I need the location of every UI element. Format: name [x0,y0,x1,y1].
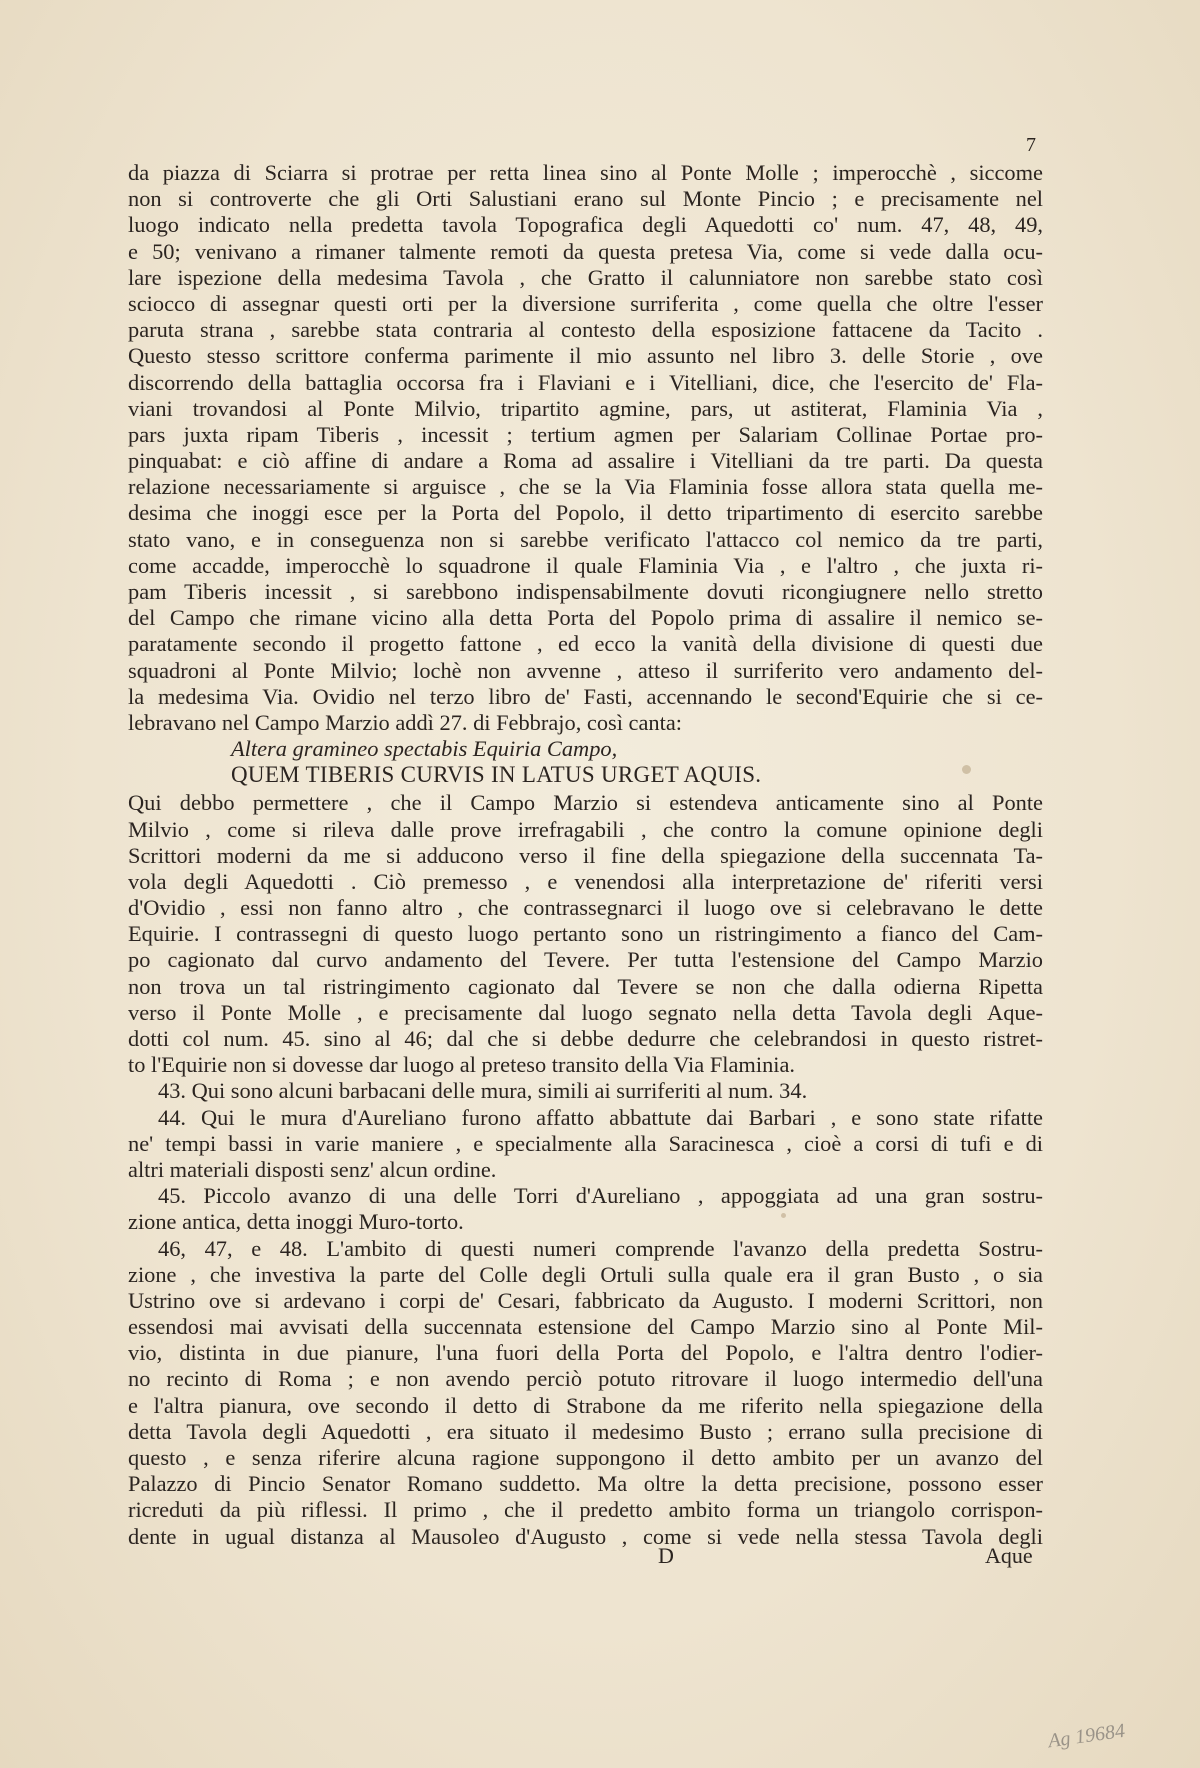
text-line: vola degli Aquedotti . Ciò premesso , e venendosi alla interpretazione de' riferiti versi [128,868,1043,894]
text-line: pam Tiberis incessit , si sarebbono indispensabilmente dovuti ricongiugnere nello stretto [128,579,1043,604]
text-line: del Campo che rimane vicino alla detta Porta del Popolo prima di assalire il nemico se- [128,605,1043,631]
entry-46-line: ricreduti da più riflessi. Il primo , che il predetto ambito forma un triangolo corrispon- [128,1497,1043,1523]
text-line: squadroni al Ponte Milvio; lochè non avvenne , atteso il surriferito vero andamento del- [128,657,1043,683]
text-line: la medesima Via. Ovidio nel terzo libro de' Fasti, accennando le second'Equirie che si ce- [128,683,1043,709]
entry-46-line: zione , che investiva la parte del Colle degli Ortuli sulla quale era il gran Busto , o sia [128,1261,1043,1287]
text-line: verso il Ponte Molle , e precisamente dal luogo segnato nella detta Tavola degli Aque- [128,999,1043,1025]
entry-46-line: Palazzo di Pincio Senator Romano suddetto. Ma oltre la detta precisione, possono esser [128,1471,1043,1497]
catchword: Aque [985,1543,1033,1568]
text-line: Equirie. I contrassegni di questo luogo pertanto sono un ristringimento a fianco del Cam- [128,921,1043,947]
entry-44: 44. Qui le mura d'Aureliano furono affatto abbattute dai Barbari , e sono state rifatte [158,1104,1043,1130]
text-line: paratamente secondo il progetto fattone , ed ecco la vanità della divisione di questi due [128,631,1043,657]
text-line: viani trovandosi al Ponte Milvio, tripartito agmine, pars, ut astiterat, Flaminia Via , [128,395,1043,421]
text-line: non si controverte che gli Orti Salustiani erano sul Monte Pincio ; e precisamente nel [128,186,1043,212]
entry-45-line: zione antica, detta inoggi Muro-torto. [128,1209,464,1235]
body-text [128,160,1043,1550]
entry-46-line: vio, distinta in due pianure, l'una fuori della Porta del Popolo, e l'altra dentro l'odier- [128,1340,1043,1366]
entry-46-line: e l'altra pianura, ove secondo il detto di Strabone da me riferito nella spiegazione della [128,1392,1043,1418]
text-line: desima che inoggi esce per la Porta del Popolo, il detto tripartimento di esercito sarebbe [128,500,1043,526]
text-line: Qui debbo permettere , che il Campo Marzio si estendeva anticamente sino al Ponte [128,790,1043,816]
entry-46-line: dente in ugual distanza al Mausoleo d'Augusto , come si vede nella stessa Tavola degli [128,1523,1043,1549]
text-line: paruta strana , sarebbe stata contraria al contesto della esposizione fattacene da Tacito . [128,317,1043,343]
text-line: to l'Equirie non si dovesse dar luogo al preteso transito della Via Flaminia. [128,1052,796,1078]
text-line: come accadde, imperocchè lo squadrone il quale Flaminia Via , e l'altro , che juxta ri- [128,552,1043,578]
text-line: sciocco di assegnar questi orti per la diversione surriferita , come quella che oltre l'esser [128,290,1043,316]
text-line: luogo indicato nella predetta tavola Topografica degli Aquedotti co' num. 47, 48, 49, [128,212,1043,238]
entry-43: 43. Qui sono alcuni barbacani delle mura, simili ai surriferiti al num. 34. [158,1078,808,1104]
entry-46: 46, 47, e 48. L'ambito di questi numeri comprende l'avanzo della predetta Sostru- [158,1235,1043,1261]
text-line: da piazza di Sciarra si protrae per retta linea sino al Ponte Molle ; imperocchè , siccome [128,160,1043,185]
text-line: e 50; venivano a rimaner talmente remoti da questa pretesa Via, come si vede dalla ocu- [128,238,1043,264]
entry-46-line: detta Tavola degli Aquedotti , era situato il medesimo Busto ; errano sulla precisione di [128,1418,1043,1444]
text-line: dotti col num. 45. sino al 46; dal che si debbe dedurre che celebrandosi in questo ristret- [128,1026,1043,1051]
verse-line: Altera gramineo spectabis Equiria Campo, [231,736,618,762]
text-line: lebravano nel Campo Marzio addì 27. di Febbrajo, così canta: [128,709,683,735]
entry-45: 45. Piccolo avanzo di una delle Torri d'Aureliano , appoggiata ad una gran sostru- [158,1183,1043,1209]
entry-44-line: altri materiali disposti senz' alcun ordine. [128,1156,497,1182]
text-line: pars juxta ripam Tiberis , incessit ; tertium agmen per Salariam Collinae Portae pro- [128,421,1043,447]
signature-mark: D [658,1543,674,1568]
text-line: po cagionato dal curvo andamento del Tevere. Per tutta l'estensione del Campo Marzio [128,947,1043,973]
verse-line-capitals: QUEM TIBERIS CURVIS IN LATUS URGET AQUIS. [231,762,762,788]
entry-46-line: questo , e senza riferire alcuna ragione suppongono il detto ambito per un avanzo del [128,1445,1043,1470]
archive-pencil-mark: Ag 19684 [1046,1719,1127,1753]
text-line: non trova un tal ristringimento cagionato dal Tevere se non che dalla odierna Ripetta [128,973,1043,999]
text-line: Scrittori moderni da me si adducono verso il fine della spiegazione della succennata Ta- [128,842,1043,868]
ink-spot [781,1213,786,1218]
ink-spot [962,765,971,774]
text-line: discorrendo della battaglia occorsa fra i Flaviani e i Vitelliani, dice, che l'esercito de' Fla- [128,369,1043,395]
entry-46-line: no recinto di Roma ; e non avendo perciò potuto ritrovare il luogo intermedio dell'una [128,1366,1043,1392]
text-line: Milvio , come si rileva dalle prove irrefragabili , che contro la comune opinione degli [128,816,1043,842]
text-line: d'Ovidio , essi non fanno altro , che contrassegnarci il luogo ove si celebravano le dette [128,895,1043,921]
entry-44-line: ne' tempi bassi in varie maniere , e specialmente alla Saracinesca , cioè a corsi di tufi e di [128,1130,1043,1156]
text-line: Questo stesso scrittore conferma parimente il mio assunto nel libro 3. delle Storie , ove [128,343,1043,369]
text-line: pinquabat: e ciò affine di andare a Roma ad assalire i Vitelliani da tre parti. Da questa [128,448,1043,474]
page-number: 7 [1026,134,1036,156]
text-line: relazione necessariamente si arguisce , che se la Via Flaminia fosse allora stata quella me- [128,474,1043,500]
entry-46-line: essendosi mai avvisati della succennata estensione del Campo Marzio sino al Ponte Mil- [128,1314,1043,1340]
text-line: stato vano, e in conseguenza non si sarebbe verificato l'attacco col nemico da tre parti, [128,526,1043,552]
text-line: lare ispezione della medesima Tavola , che Gratto il calunniatore non sarebbe stato così [128,264,1043,290]
entry-46-line: Ustrino ove si ardevano i corpi de' Cesari, fabbricato da Augusto. I moderni Scrittori, non [128,1287,1043,1313]
